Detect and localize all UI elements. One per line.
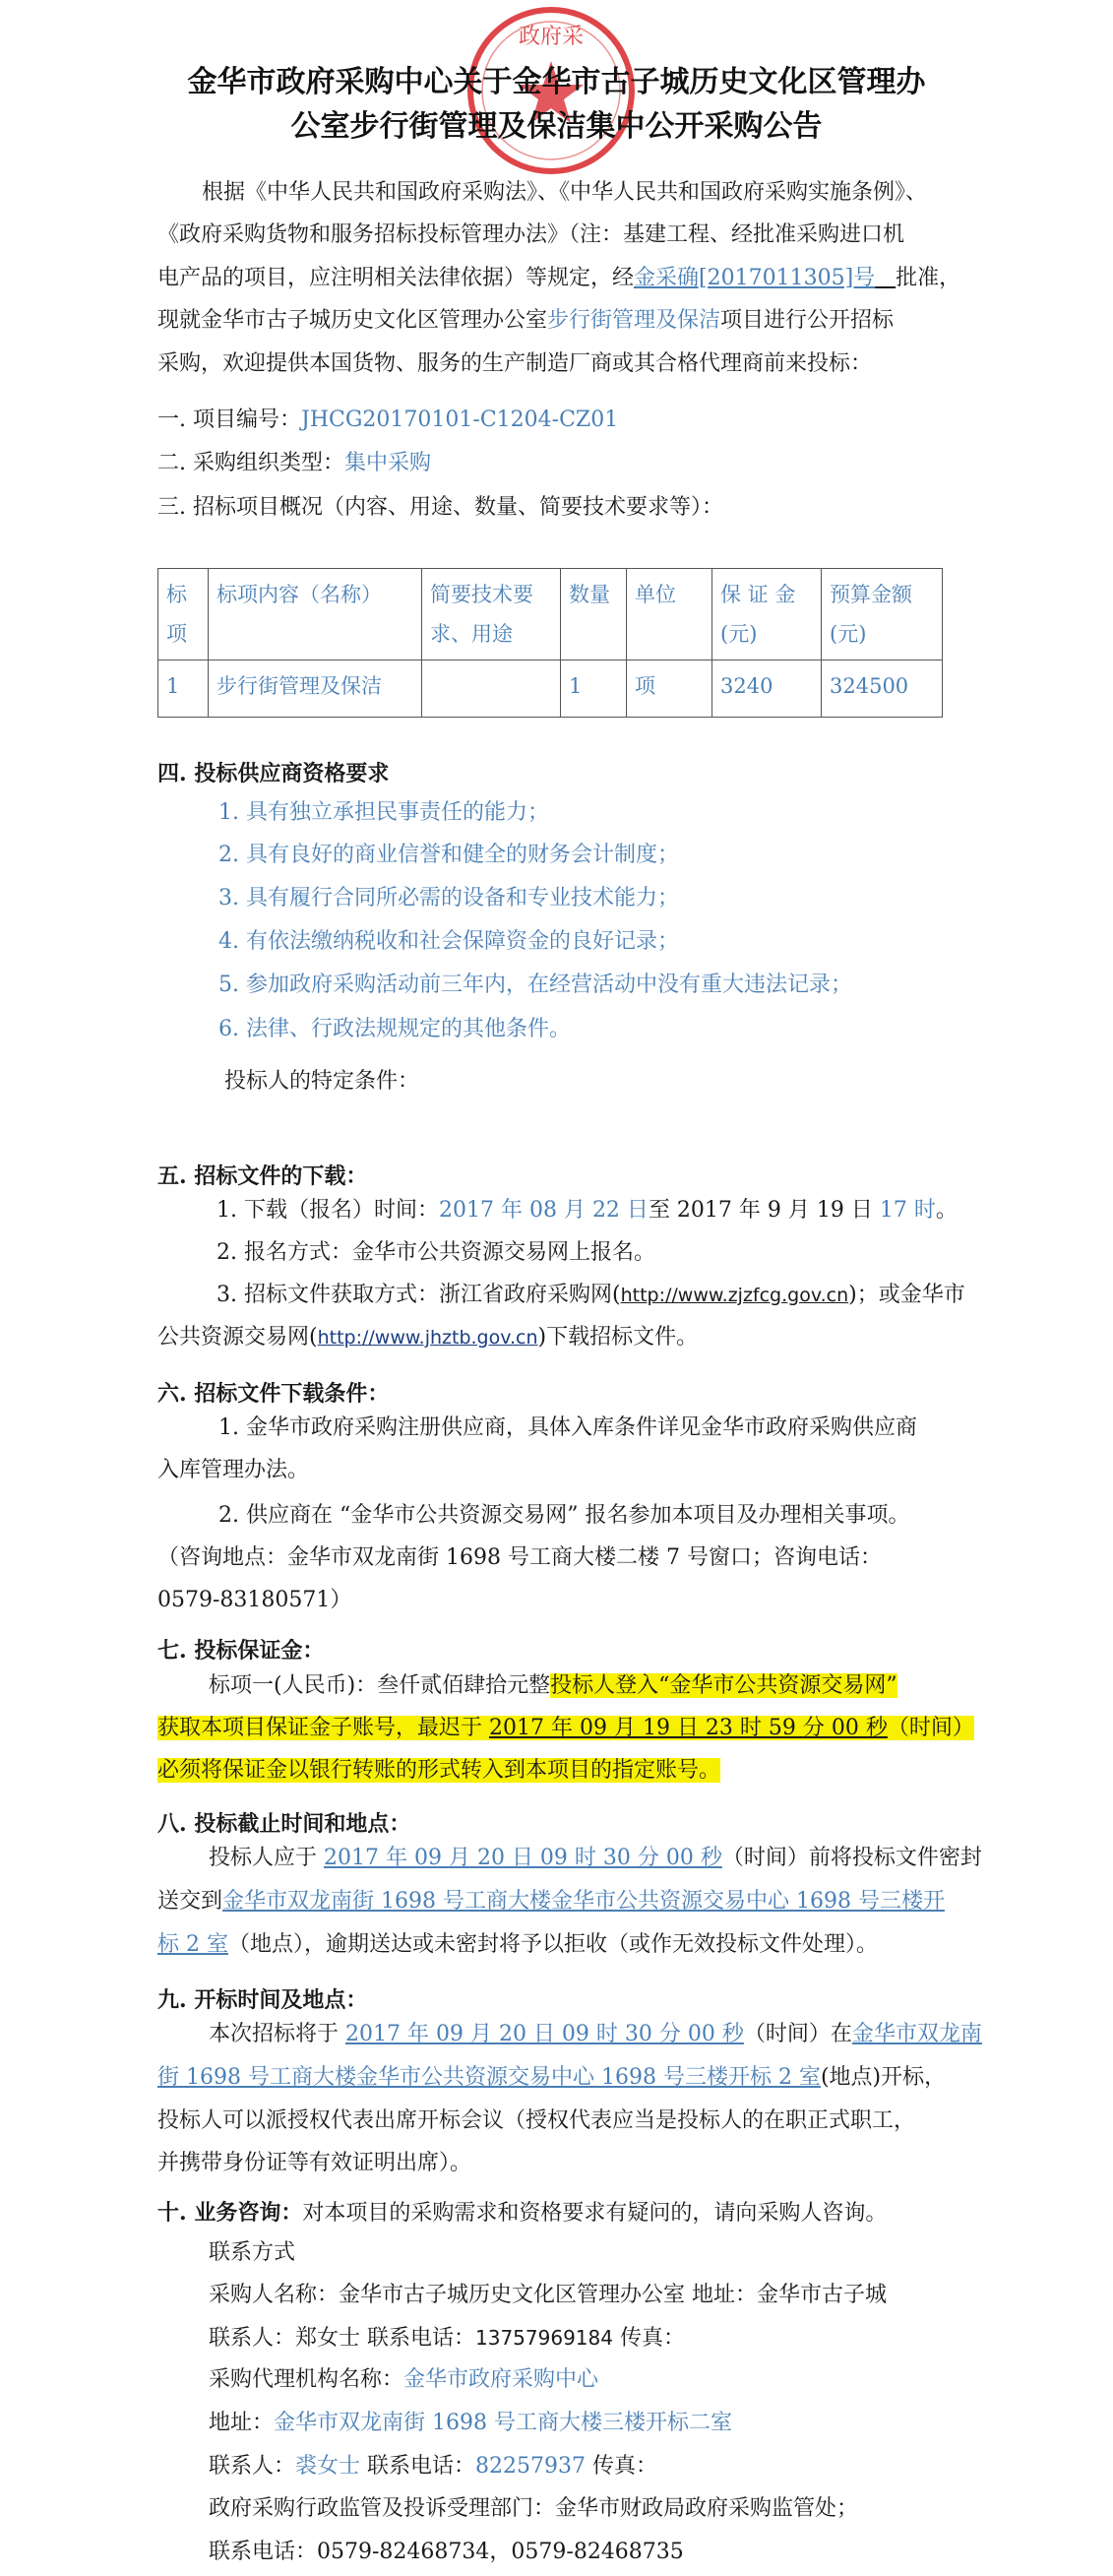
agency-name-line <box>209 2364 598 2396</box>
opening-line-3: 投标人可以派授权代表出席开标会议（授权代表应当是投标人的在职正式职工， <box>157 2108 916 2133</box>
intro-text: 电产品的项目，应注明相关法律依据）等规定，经 <box>157 266 635 290</box>
section-5-label: 五. 招标文件的下载： <box>157 1163 368 1189</box>
highlighted-text: 获取本项目保证金子账号，最迟于 <box>157 1716 489 1740</box>
intro-text: 批准， <box>896 266 961 290</box>
section-8-label: 八. 投标截止时间和地点： <box>157 1811 411 1837</box>
text: 至 2017 年 9 月 19 日 <box>648 1198 880 1223</box>
text: 投标人应于 <box>209 1846 324 1870</box>
text: 传真： <box>586 2454 658 2479</box>
table-cell: 1 <box>561 660 627 718</box>
text: 采购代理机构名称： <box>209 2367 404 2392</box>
section-2 <box>157 448 431 479</box>
section-1-label: 一. 项目编号： <box>157 408 301 432</box>
text: 联系人： <box>209 2454 296 2479</box>
section-1 <box>157 405 618 436</box>
agency-address: 金华市双龙南街 1698 号工商大楼三楼开标二室 <box>274 2411 732 2435</box>
intro-line-5: 采购，欢迎提供本国货物、服务的生产制造厂商或其合格代理商前来投标： <box>157 351 873 376</box>
purchaser-contact <box>209 2322 685 2355</box>
project-number: JHCG20170101-C1204-CZ01 <box>301 408 619 432</box>
file-access-line-2 <box>157 1322 698 1353</box>
zjzfcg-link[interactable]: http://www.zjzfcg.gov.cn <box>620 1285 849 1306</box>
agency-name: 金华市政府采购中心 <box>403 2367 599 2392</box>
purchaser-phone: 13757969184 <box>475 2326 613 2350</box>
text: 联系电话： <box>360 2454 476 2479</box>
section-3-label: 三. 招标项目概况（内容、用途、数量、简要技术要求等）： <box>157 495 723 520</box>
deposit-line-3 <box>157 1755 720 1787</box>
opening-location: 金华市双龙南 <box>851 2022 982 2046</box>
text: (地点)开标， <box>820 2065 947 2090</box>
condition-line: 1. 金华市政府采购注册供应商，具体入库条件详见金华市政府采购供应商 <box>218 1415 917 1440</box>
text: )；或金华市 <box>848 1283 965 1307</box>
table-cell <box>422 660 561 718</box>
intro-line-2: 《政府采购货物和服务招标投标管理办法》（注：基建工程、经批准采购进口机 <box>157 222 905 247</box>
text: 联系人：郑女士 联系电话： <box>209 2326 475 2351</box>
start-date: 2017 年 08 月 22 日 <box>438 1198 649 1223</box>
condition-line: 入库管理办法。 <box>157 1458 310 1482</box>
header-cell: 标项内容（名称） <box>209 569 422 660</box>
purchaser-info: 采购人名称：金华市古子城历史文化区管理办公室 地址：金华市古子城 <box>209 2283 887 2307</box>
table-cell: 项 <box>627 660 712 718</box>
intro-line-3 <box>157 263 960 294</box>
end-time: 17 时 <box>879 1198 936 1223</box>
section-9-label: 九. 开标时间及地点： <box>157 1987 368 2013</box>
table-row <box>158 660 943 718</box>
opening-line-2 <box>157 2062 946 2094</box>
text: 传真： <box>612 2326 685 2351</box>
table-cell: 1 <box>158 660 209 718</box>
approval-number-link[interactable]: 金采确[2017011305]号 <box>634 266 876 290</box>
deadline-line-3 <box>157 1929 878 1961</box>
header-cell: 数量 <box>561 569 627 660</box>
text: （时间）在 <box>743 2022 852 2046</box>
intro-text: 项目进行公开招标 <box>720 308 895 333</box>
opening-time: 2017 年 09 月 20 日 09 时 30 分 00 秒 <box>345 2022 744 2046</box>
jhztb-link[interactable]: http://www.jhztb.gov.cn <box>317 1327 538 1349</box>
condition-line: （咨询地点：金华市双龙南街 1698 号工商大楼二楼 7 号窗口；咨询电话： <box>157 1545 882 1570</box>
deadline-line-2 <box>157 1886 945 1917</box>
text: )下载招标文件。 <box>537 1325 699 1350</box>
highlighted-text: （时间） <box>887 1716 974 1740</box>
text: 地址： <box>209 2411 275 2435</box>
header-cell: 标 项 <box>158 569 209 660</box>
header-cell: 单位 <box>627 569 712 660</box>
section-10-label: 十. 业务咨询： <box>157 2200 303 2226</box>
bid-location: 金华市双龙南街 1698 号工商大楼金华市公共资源交易中心 1698 号三楼开 <box>222 1889 945 1914</box>
supervisor-phone: 联系电话：0579-82468734，0579-82468735 <box>209 2540 684 2564</box>
title-line-2: 公室步行街管理及保洁集中公开采购公告 <box>290 109 823 144</box>
contact-title: 联系方式 <box>209 2240 296 2265</box>
qualification-item: 2. 具有良好的商业信誉和健全的财务会计制度； <box>218 843 679 867</box>
table-header-row <box>158 569 943 660</box>
qualification-item: 1. 具有独立承担民事责任的能力； <box>218 800 549 825</box>
agency-contact-name: 裘女士 <box>295 2454 361 2479</box>
header-cell: 保 证 金 (元) <box>712 569 822 660</box>
special-conditions: 投标人的特定条件： <box>224 1069 420 1094</box>
highlighted-text: 必须将保证金以银行转账的形式转入到本项目的指定账号。 <box>157 1758 721 1783</box>
agency-address-line <box>209 2408 732 2439</box>
section-7-label: 七. 投标保证金： <box>157 1638 325 1664</box>
condition-line: 2. 供应商在 “金华市公共资源交易网” 报名参加本项目及办理相关事项。 <box>218 1503 910 1528</box>
text: 3. 招标文件获取方式：浙江省政府采购网( <box>216 1283 621 1307</box>
opening-line-4: 并携带身份证等有效证明出席）。 <box>157 2151 472 2175</box>
qualification-item: 3. 具有履行合同所必需的设备和专业技术能力； <box>218 886 679 911</box>
file-access-line <box>216 1280 965 1311</box>
table-cell: 3240 <box>712 660 822 718</box>
deposit-line-1 <box>209 1670 897 1702</box>
stamp-text: 政府采 <box>518 25 585 49</box>
supervisor-line: 政府采购行政监管及投诉受理部门：金华市财政局政府采购监管处； <box>209 2496 859 2521</box>
procurement-type: 集中采购 <box>344 451 432 475</box>
download-time <box>216 1195 958 1226</box>
text: 。 <box>935 1198 958 1223</box>
section-6-label: 六. 招标文件下载条件： <box>157 1381 390 1407</box>
header-cell: 预算金额 (元) <box>822 569 943 660</box>
text: （地点），逾期送达或未密封将予以拒收（或作无效投标文件处理）。 <box>227 1932 878 1957</box>
table-cell: 步行街管理及保洁 <box>209 660 422 718</box>
registration-method: 2. 报名方式：金华市公共资源交易网上报名。 <box>216 1240 655 1265</box>
deposit-line-2 <box>157 1713 974 1744</box>
deadline-line-1 <box>209 1843 982 1874</box>
text: （时间）前将投标文件密封 <box>721 1846 982 1870</box>
text: 送交到 <box>157 1889 223 1914</box>
section-10 <box>157 2197 887 2230</box>
agency-phone: 82257937 <box>475 2454 587 2479</box>
bid-items-table <box>157 568 943 718</box>
intro-text: 现就金华市古子城历史文化区管理办公室 <box>157 308 548 333</box>
deposit-deadline: 2017 年 09 月 19 日 23 时 59 分 00 秒 <box>489 1716 888 1740</box>
header-cell: 简要技术要 求、用途 <box>422 569 561 660</box>
text: 1. 下载（报名）时间： <box>216 1198 439 1223</box>
intro-line-1: 根据《中华人民共和国政府采购法》、《中华人民共和国政府采购实施条例》、 <box>202 180 928 205</box>
title-line-1: 金华市政府采购中心关于金华市古子城历史文化区管理办 <box>187 65 926 99</box>
agency-contact <box>209 2451 657 2482</box>
intro-line-4 <box>157 305 894 337</box>
condition-line: 0579-83180571） <box>157 1588 352 1612</box>
qualification-item: 4. 有依法缴纳税收和社会保障资金的良好记录； <box>218 929 679 954</box>
table-cell: 324500 <box>822 660 943 718</box>
qualification-item: 5. 参加政府采购活动前三年内，在经营活动中没有重大违法记录； <box>218 973 852 997</box>
opening-line-1 <box>209 2019 982 2050</box>
text: 公共资源交易网( <box>157 1325 318 1350</box>
text: 本次招标将于 <box>209 2022 345 2046</box>
section-4-label: 四. 投标供应商资格要求 <box>157 761 390 786</box>
project-name: 步行街管理及保洁 <box>547 308 721 333</box>
qualification-item: 6. 法律、行政法规规定的其他条件。 <box>218 1017 571 1041</box>
highlighted-text: 投标人登入“金华市公共资源交易网” <box>550 1673 897 1698</box>
bid-deadline: 2017 年 09 月 20 日 09 时 30 分 00 秒 <box>324 1846 722 1870</box>
bid-location: 标 2 室 <box>157 1932 228 1957</box>
text: 标项一(人民币)：叁仟贰佰肆拾元整 <box>209 1673 551 1698</box>
section-2-label: 二. 采购组织类型： <box>157 451 344 475</box>
opening-location: 街 1698 号工商大楼金华市公共资源交易中心 1698 号三楼开标 2 室 <box>157 2065 821 2090</box>
text: 对本项目的采购需求和资格要求有疑问的，请向采购人咨询。 <box>302 2201 888 2226</box>
